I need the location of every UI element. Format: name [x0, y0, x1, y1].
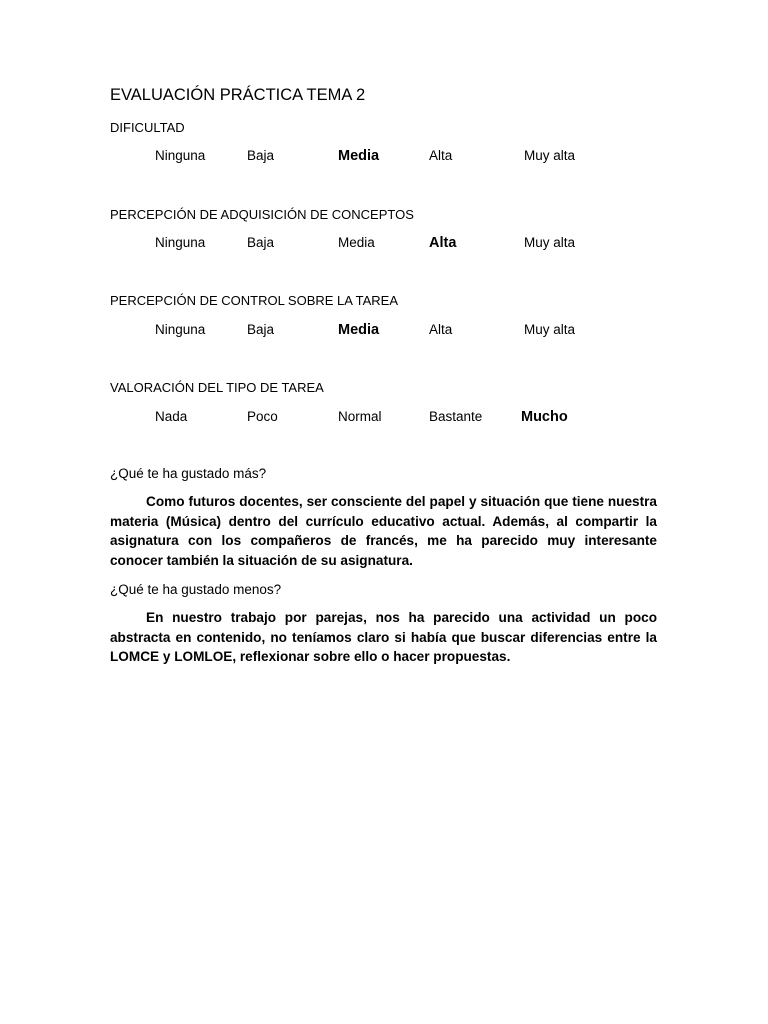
- rating-options-adquisicion-conceptos: [0, 232, 768, 254]
- document-title: EVALUACIÓN PRÁCTICA TEMA 2: [110, 86, 366, 104]
- rating-option-selected: Alta: [429, 235, 457, 251]
- rating-option: Muy alta: [524, 235, 576, 250]
- rating-option: Normal: [338, 409, 382, 424]
- section-label-tipo-tarea: VALORACIÓN DEL TIPO DE TAREA: [110, 380, 324, 395]
- rating-option: Baja: [247, 322, 275, 337]
- rating-options-control-tarea: [0, 319, 768, 341]
- answer-liked-most: Como futuros docentes, ser consciente del papel y situación que tiene nuestra materia (Música) dentro del currículo educativo actual. Además, al compartir la asignatura con los compañeros de francés, me ha parecido muy interesante conocer también la situación de su asignatura.: [110, 494, 657, 568]
- rating-option: Media: [338, 235, 375, 250]
- rating-option: Baja: [247, 148, 275, 163]
- rating-option: Ninguna: [155, 322, 206, 337]
- rating-option: Alta: [429, 148, 453, 163]
- rating-options-tipo-tarea: [0, 406, 768, 428]
- rating-option: Ninguna: [155, 235, 206, 250]
- section-label-adquisicion-conceptos: PERCEPCIÓN DE ADQUISICIÓN DE CONCEPTOS: [110, 207, 414, 222]
- rating-option: Muy alta: [524, 148, 576, 163]
- rating-option: Muy alta: [524, 322, 576, 337]
- rating-option-selected: Media: [338, 322, 380, 338]
- rating-option: Ninguna: [155, 148, 206, 163]
- rating-options-dificultad: [0, 145, 768, 167]
- rating-option: Poco: [247, 409, 278, 424]
- question-liked-most: ¿Qué te ha gustado más?: [110, 466, 267, 481]
- section-label-control-tarea: PERCEPCIÓN DE CONTROL SOBRE LA TAREA: [110, 293, 398, 308]
- rating-option: Bastante: [429, 409, 483, 424]
- rating-option-selected: Mucho: [521, 409, 568, 425]
- rating-option-selected: Media: [338, 148, 380, 164]
- rating-option: Baja: [247, 235, 275, 250]
- section-label-dificultad: DIFICULTAD: [110, 120, 185, 135]
- question-liked-least: ¿Qué te ha gustado menos?: [110, 582, 282, 597]
- rating-option: Alta: [429, 322, 453, 337]
- rating-option: Nada: [155, 409, 188, 424]
- answer-liked-least: En nuestro trabajo por parejas, nos ha parecido una actividad un poco abstracta en contenido, no teníamos claro si había que buscar diferencias entre la LOMCE y LOMLOE, reflexionar sobre ello o hacer propuestas.: [110, 610, 657, 665]
